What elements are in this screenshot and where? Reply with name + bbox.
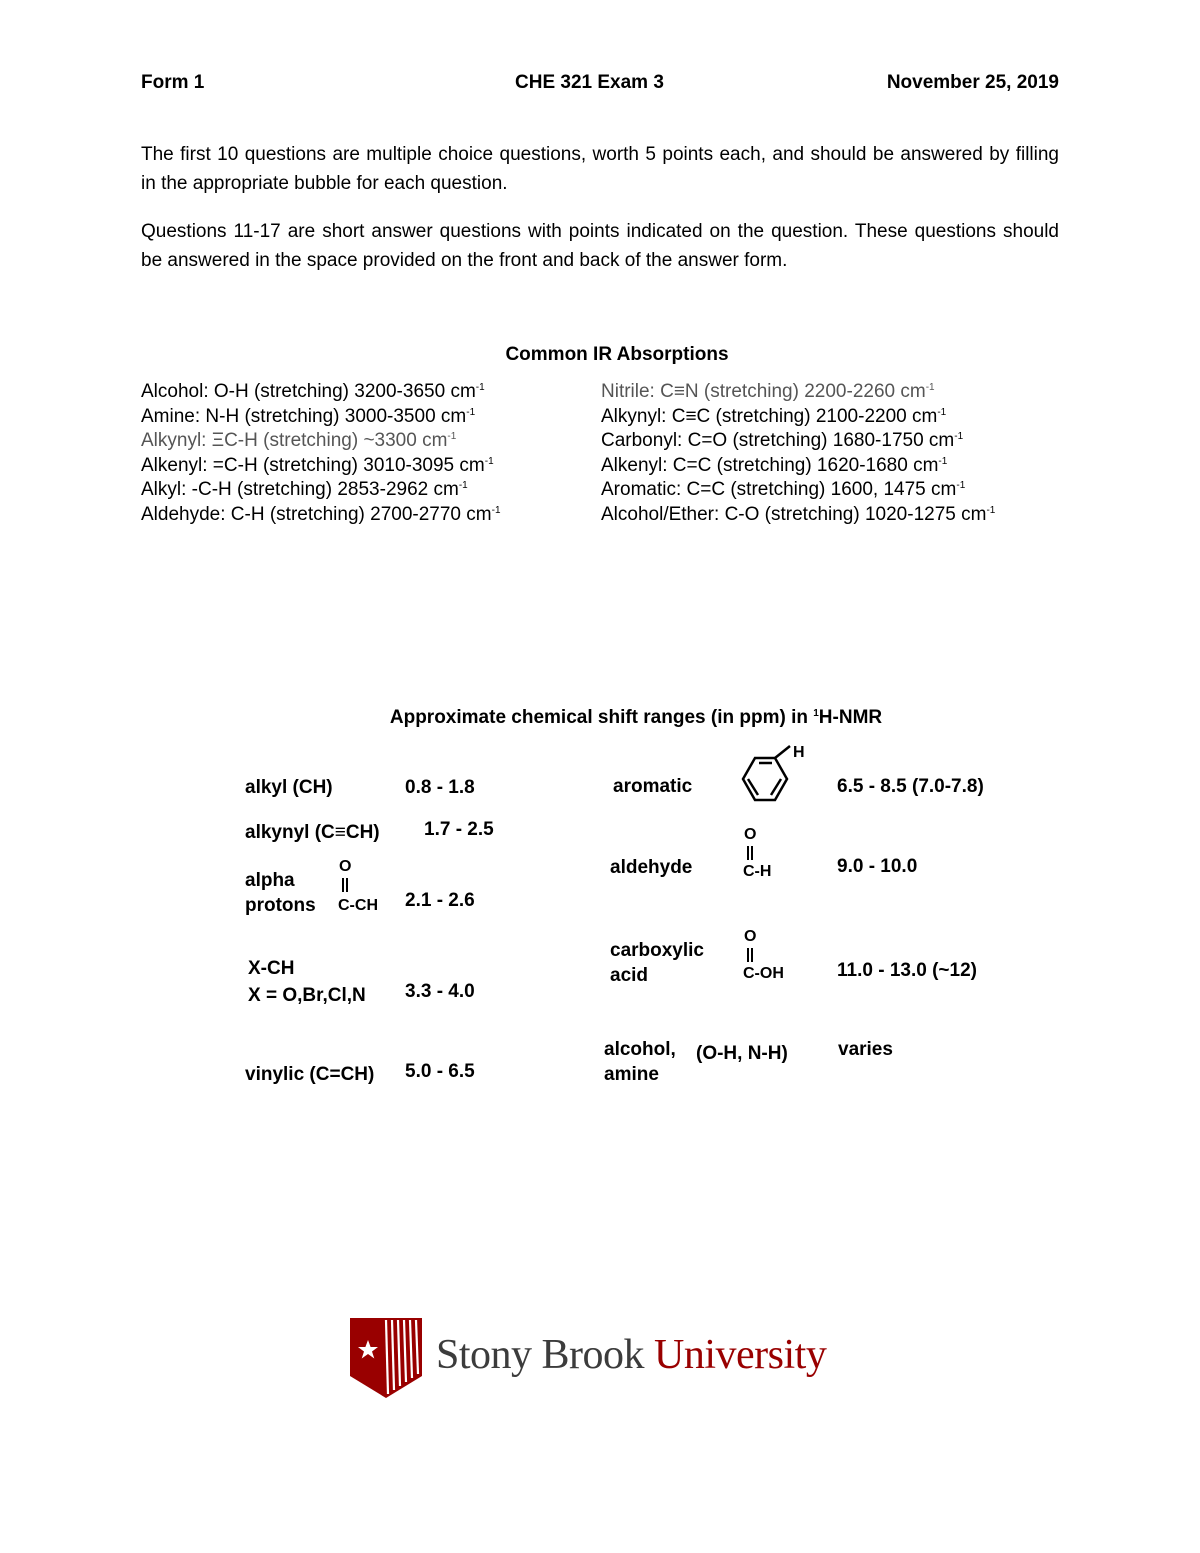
ir-entry: Alcohol/Ether: C-O (stretching) 1020-1275 $cm^{-1}$ — [601, 503, 996, 525]
nmr-carboxylic-label-2: acid — [610, 965, 649, 986]
ir-left-column — [141, 380, 501, 528]
nmr-alkynyl-label: alkynyl (C≡CH) — [245, 822, 380, 843]
nmr-vinylic-range: 5.0 - 6.5 — [405, 1061, 475, 1082]
nmr-alpha-range: 2.1 - 2.6 — [405, 890, 475, 911]
nmr-alcohol-label-1: alcohol, — [604, 1039, 676, 1060]
nmr-title: Approximate chemical shift ranges (in ppm) in $^1$H-NMR — [389, 707, 883, 728]
nmr-alpha-label-2: protons — [245, 895, 316, 916]
ir-entry: Alkynyl: ΞC-H (stretching) ~3300 $cm^{-1}$ — [141, 430, 457, 452]
ir-right-column — [601, 380, 995, 528]
ir-entry: Aldehyde: C-H (stretching) 2700-2770 $cm^{-1}$ — [141, 503, 501, 525]
exam-date: November 25, 2019 — [886, 72, 1059, 93]
nmr-alcohol-range: varies — [838, 1039, 893, 1060]
ir-entry: Alcohol: O-H (stretching) 3200-3650 $cm^{-1}$ — [141, 381, 485, 402]
nmr-xch-label-2: X = O,Br,Cl,N — [248, 985, 366, 1006]
ir-entry: Nitrile: C≡N (stretching) 2200-2260 $cm^{-1}$ — [601, 381, 935, 402]
course-title: CHE 321 Exam 3 — [515, 72, 664, 93]
nmr-alpha-label-1: alpha — [245, 870, 295, 891]
university-name: Stony Brook University — [436, 1332, 827, 1378]
nmr-alkynyl-range: 1.7 - 2.5 — [424, 819, 494, 840]
nmr-alkyl-range: 0.8 - 1.8 — [405, 777, 475, 798]
ir-entry: Alkyl: -C-H (stretching) 2853-2962 $cm^{-1}$ — [141, 479, 468, 501]
nmr-aromatic-range: 6.5 - 8.5 (7.0-7.8) — [837, 776, 984, 797]
nmr-alcohol-label-2: amine — [604, 1064, 659, 1085]
instructions-paragraph-2: Questions 11-17 are short answer questions with points indicated on the question. These questions should be answered in the space provided on the front and back of the answer form. — [141, 221, 1059, 271]
instructions-paragraph-1: The first 10 questions are multiple choice questions, worth 5 points each, and should be answered by filling in the appropriate bubble for each question. — [141, 144, 1059, 194]
nmr-carboxylic-range: 11.0 - 13.0 (~12) — [837, 960, 977, 981]
nmr-alcohol-group: (O-H, N-H) — [696, 1043, 788, 1064]
nmr-aldehyde-range: 9.0 - 10.0 — [837, 856, 918, 877]
nmr-xch-range: 3.3 - 4.0 — [405, 981, 475, 1002]
ir-entry: Alkenyl: C=C (stretching) 1620-1680 $cm^{-1}$ — [601, 454, 948, 476]
nmr-alkyl-label: alkyl (CH) — [245, 777, 333, 798]
ir-entry: Alkynyl: C≡C (stretching) 2100-2200 $cm^{-1}$ — [601, 405, 947, 427]
nmr-aromatic-label: aromatic — [613, 776, 693, 797]
ir-entry: Aromatic: C=C (stretching) 1600, 1475 $cm^{-1}$ — [601, 479, 966, 501]
nmr-carboxylic-label-1: carboxylic — [610, 940, 704, 961]
nmr-vinylic-label: vinylic (C=CH) — [245, 1064, 375, 1085]
ir-entry: Carbonyl: C=O (stretching) 1680-1750 $cm^{-1}$ — [601, 430, 964, 452]
aromatic-h-label: H — [793, 744, 805, 761]
nmr-xch-label-1: X-CH — [248, 958, 295, 979]
nmr-aldehyde-label: aldehyde — [610, 857, 693, 878]
ir-title: Common IR Absorptions — [505, 344, 729, 365]
ir-entry: Amine: N-H (stretching) 3000-3500 $cm^{-1}$ — [141, 405, 476, 427]
university-shield-logo — [348, 1312, 424, 1402]
ir-entry: Alkenyl: =C-H (stretching) 3010-3095 $cm^{-1}$ — [141, 454, 494, 476]
form-number: Form 1 — [141, 72, 205, 93]
